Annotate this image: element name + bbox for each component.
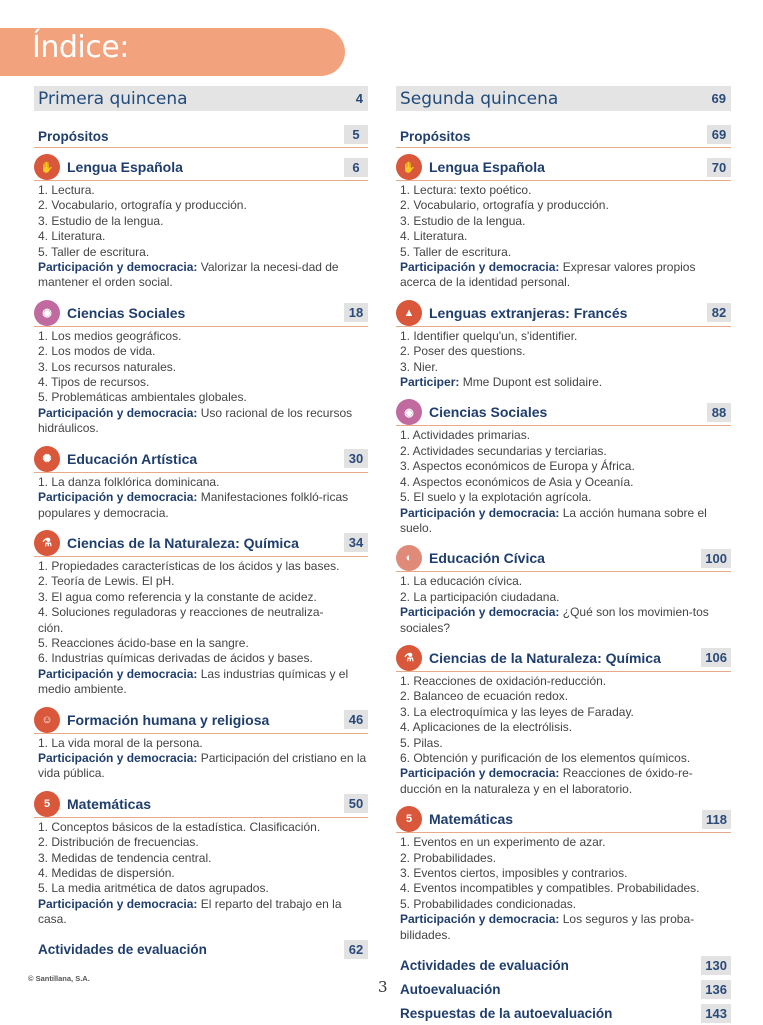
list-item: 5. Reacciones ácido-base en la sangre. <box>38 635 249 650</box>
list-item: 6. Obtención y purificación de los elementos químicos. <box>400 750 691 765</box>
subject-header[interactable] <box>396 546 731 572</box>
subject-title: Lenguas extranjeras: Francés <box>429 304 628 321</box>
list-item: 1. La vida moral de la persona. <box>38 735 203 750</box>
participation-note <box>34 490 368 521</box>
person-icon: ☺ <box>34 707 60 733</box>
participation-text: Las industrias químicas y el medio ambiente. <box>38 666 349 697</box>
list-item: 1. Eventos en un experimento de azar. <box>400 835 606 850</box>
list-item: 2. La participación ciudadana. <box>400 589 560 604</box>
list-item: 4. Eventos incompatibles y compatibles. Probabilidades. <box>400 881 700 896</box>
subject-title: Lengua Española <box>67 159 183 175</box>
subject-title-group <box>34 300 185 326</box>
participation-label: Participación y democracia: <box>38 260 198 275</box>
subject-page-number: 70 <box>707 158 731 177</box>
participation-label: Participación y democracia: <box>38 405 198 420</box>
hand-icon: ✋ <box>34 154 60 180</box>
participation-note <box>396 912 731 943</box>
flask-icon: ⚗ <box>396 645 422 671</box>
list-item: 2. Actividades secundarias y terciarias. <box>400 443 607 458</box>
subject-title-group <box>34 791 151 817</box>
subject-page-number: 100 <box>701 549 731 568</box>
subject-header[interactable] <box>396 400 731 426</box>
subject-page-number: 88 <box>707 403 731 422</box>
end-section-page-number: 62 <box>344 940 368 959</box>
end-section-row[interactable] <box>396 977 731 1001</box>
participation-label: Participación y democracia: <box>38 490 198 505</box>
list-item: 3. Estudio de la lengua. <box>400 213 526 228</box>
list-item: 6. Industrias químicas derivadas de ácidos y bases. <box>38 651 313 666</box>
participation-label: Participación y democracia: <box>400 260 560 275</box>
subject-title: Lengua Española <box>429 159 545 175</box>
list-item: 4. Literatura. <box>400 229 468 244</box>
end-section-row[interactable] <box>396 1001 731 1025</box>
subject-header[interactable] <box>396 807 731 833</box>
subject-title-group <box>396 806 513 832</box>
subject-title: Ciencias de la Naturaleza: Química <box>67 534 299 551</box>
end-section-title: Actividades de evaluación <box>400 957 569 973</box>
participation-label: Participación y democracia: <box>400 505 560 520</box>
spacer <box>396 943 731 953</box>
participation-note <box>34 406 368 437</box>
participation-label: Participación y democracia: <box>38 896 198 911</box>
subject-title-group <box>396 300 627 326</box>
subject-page-number: 34 <box>344 533 368 552</box>
list-item: 1. Lectura. <box>38 183 95 197</box>
list-item: 5. La media aritmética de datos agrupados. <box>38 881 269 896</box>
participation-label: Participación y democracia: <box>38 750 198 765</box>
propositos-label: Propósitos <box>38 129 109 144</box>
list-item: 1. Reacciones de oxidación-reducción. <box>400 673 607 688</box>
participation-note <box>396 260 731 291</box>
subject-title-group <box>34 154 183 180</box>
participation-text: Uso racional de los recursos hidráulicos. <box>38 405 353 436</box>
subject-page-number: 18 <box>344 303 368 322</box>
left-column <box>34 86 368 962</box>
flask-icon: ⚗ <box>34 530 60 556</box>
subject-title-group <box>396 645 661 671</box>
list-item: 1. Lectura: texto poético. <box>400 183 532 197</box>
subject-header[interactable] <box>34 447 368 473</box>
list-item: 1. Conceptos básicos de la estadística. Clasificación. <box>38 819 321 834</box>
subject-title-group <box>396 399 547 425</box>
participation-text: Participación del cristiano en la vida pública. <box>38 750 367 781</box>
list-item: 4. Tipos de recursos. <box>38 375 150 390</box>
page-number: 3 <box>378 978 388 996</box>
subject-header[interactable] <box>396 646 731 672</box>
subject-header[interactable] <box>34 155 368 181</box>
period-header <box>396 86 731 111</box>
list-item: 2. Vocabulario, ortografía y producción. <box>38 198 247 213</box>
civic-icon: ◐ <box>396 545 422 571</box>
subject-title-group <box>34 707 269 733</box>
participation-text: Manifestaciones folkló-ricas populares y democracia. <box>38 490 349 520</box>
subject-title-group <box>396 154 545 180</box>
list-item: 4. Medidas de dispersión. <box>38 866 175 880</box>
right-column <box>396 86 731 1025</box>
copyright: © Santillana, S.A. <box>28 974 90 983</box>
propositos-label: Propósitos <box>400 129 471 144</box>
list-item: 2. Vocabulario, ortografía y producción. <box>400 198 609 213</box>
subject-title: Educación Artística <box>67 450 198 467</box>
end-section-title: Autoevaluación <box>400 981 501 997</box>
participation-note <box>396 506 731 537</box>
hand-icon: ✋ <box>396 154 422 180</box>
subject-title: Ciencias Sociales <box>429 404 548 421</box>
list-item: 5. Problemáticas ambientales globales. <box>38 390 247 405</box>
participation-note <box>34 751 368 782</box>
list-item: 2. Poser des questions. <box>400 344 526 359</box>
subject-page-number: 50 <box>344 794 368 813</box>
list-item: 4. Aspectos económicos de Asia y Oceanía. <box>400 474 634 489</box>
list-item: 2. Los modos de vida. <box>38 344 156 359</box>
list-item: 5. Probabilidades condicionadas. <box>400 896 577 911</box>
globe-icon: ◉ <box>34 300 60 326</box>
subject-header[interactable] <box>34 531 368 557</box>
participation-label: Participación y democracia: <box>400 605 560 620</box>
subject-title-group <box>34 446 197 472</box>
subject-header[interactable] <box>396 155 731 181</box>
participation-text: ¿Qué son los movimien-tos sociales? <box>400 605 709 635</box>
propositos-row[interactable] <box>396 125 731 148</box>
math-icon: 5 <box>34 791 60 817</box>
participation-label: Participación y democracia: <box>38 666 198 681</box>
participation-text: Expresar valores propios acerca de la identidad personal. <box>400 260 696 290</box>
period-title: Primera quincena <box>38 88 188 109</box>
end-section-row[interactable] <box>34 938 368 962</box>
period-page-number: 4 <box>355 91 363 106</box>
period-page-number: 69 <box>711 91 726 106</box>
subject-header[interactable] <box>396 301 731 327</box>
participation-note <box>34 667 368 698</box>
participation-text: Valorizar la necesi-dad de mantener el orden social. <box>38 260 339 290</box>
list-item: 2. Teoría de Lewis. El pH. <box>38 574 175 589</box>
participation-note <box>34 897 368 928</box>
participation-text: El reparto del trabajo en la casa. <box>38 896 342 927</box>
subject-title: Matemáticas <box>67 795 152 812</box>
list-item: 1. Actividades primarias. <box>400 428 531 443</box>
subject-page-number: 30 <box>344 449 368 468</box>
list-item: 2. Distribución de frecuencias. <box>38 835 199 850</box>
subject-header[interactable] <box>34 708 368 734</box>
list-item: 4. Soluciones reguladoras y reacciones de neutraliza- <box>38 605 324 620</box>
end-section-title: Respuestas de la autoevaluación <box>400 1005 613 1021</box>
list-item: 3. Estudio de la lengua. <box>38 213 164 228</box>
list-item: 3. Los recursos naturales. <box>38 359 177 374</box>
propositos-page-number: 5 <box>344 125 368 144</box>
period-header <box>34 86 368 111</box>
list-item: 4. Aplicaciones de la electrólisis. <box>400 720 573 735</box>
list-item: 2. Balanceo de ecuación redox. <box>400 689 569 704</box>
participation-text: Reacciones de óxido-re-ducción en la naturaleza y en el laboratorio. <box>400 766 693 796</box>
list-item: 3. Aspectos económicos de Europa y África. <box>400 459 635 474</box>
list-item: ción. <box>38 620 64 635</box>
subject-page-number: 118 <box>702 810 731 829</box>
participation-text: Mme Dupont est solidaire. <box>459 375 603 390</box>
list-item: 5. Pilas. <box>400 735 443 750</box>
list-item: 3. Eventos ciertos, imposibles y contrarios. <box>400 866 628 880</box>
list-item: 3. La electroquímica y las leyes de Faraday. <box>400 704 634 719</box>
list-item: 2. Probabilidades. <box>400 850 497 865</box>
end-section-page-number: 143 <box>701 1004 731 1023</box>
subject-page-number: 46 <box>344 710 368 729</box>
list-item: 5. El suelo y la explotación agrícola. <box>400 490 592 505</box>
period-title: Segunda quincena <box>400 88 559 109</box>
end-section-title: Actividades de evaluación <box>38 942 207 958</box>
participation-note <box>396 766 731 797</box>
participation-note <box>396 605 731 636</box>
subject-title: Ciencias Sociales <box>67 304 186 321</box>
end-section-row[interactable] <box>396 953 731 977</box>
participation-label: Participación y democracia: <box>400 766 560 781</box>
participation-note <box>396 375 731 390</box>
list-item: 3. El agua como referencia y la constante de acidez. <box>38 589 317 604</box>
list-item: 4. Literatura. <box>38 229 106 244</box>
list-item: 5. Taller de escritura. <box>400 244 512 259</box>
participation-label: Participación y democracia: <box>400 912 560 927</box>
list-item: 3. Medidas de tendencia central. <box>38 850 212 865</box>
list-item: 1. La educación cívica. <box>400 574 523 589</box>
end-section-page-number: 130 <box>701 956 731 975</box>
spacer <box>34 928 368 938</box>
subject-page-number: 82 <box>707 303 731 322</box>
eiffel-icon: ▲ <box>396 300 422 326</box>
participation-note <box>34 260 368 291</box>
propositos-page-number: 69 <box>707 125 731 144</box>
subject-page-number: 6 <box>344 158 368 177</box>
page-title: Índice: <box>32 30 129 65</box>
list-item: 3. Nier. <box>400 359 439 374</box>
participation-label: Participer: <box>400 375 460 390</box>
list-item: 1. Los medios geográficos. <box>38 328 182 343</box>
subject-title-group <box>396 545 545 571</box>
list-item: 1. Propiedades características de los ácidos y las bases. <box>38 558 340 573</box>
subject-title-group <box>34 530 299 556</box>
subject-title: Educación Cívica <box>429 550 545 567</box>
participation-text: Los seguros y las proba-bilidades. <box>400 912 695 942</box>
list-item: 1. La danza folklórica dominicana. <box>38 474 220 489</box>
subject-page-number: 106 <box>701 648 731 667</box>
subject-header[interactable] <box>34 301 368 327</box>
list-item: 5. Taller de escritura. <box>38 244 150 259</box>
subject-title: Ciencias de la Naturaleza: Química <box>429 649 661 666</box>
subject-header[interactable] <box>34 792 368 818</box>
math-icon: 5 <box>396 806 422 832</box>
list-item: 1. Identifier quelqu'un, s'identifier. <box>400 328 578 343</box>
subject-title: Formación humana y religiosa <box>67 711 270 728</box>
participation-text: La acción humana sobre el suelo. <box>400 505 707 535</box>
subject-title: Matemáticas <box>429 811 514 828</box>
propositos-row[interactable] <box>34 125 368 148</box>
end-section-page-number: 136 <box>701 980 731 999</box>
globe-icon: ◉ <box>396 399 422 425</box>
palette-icon: ✺ <box>34 446 60 472</box>
